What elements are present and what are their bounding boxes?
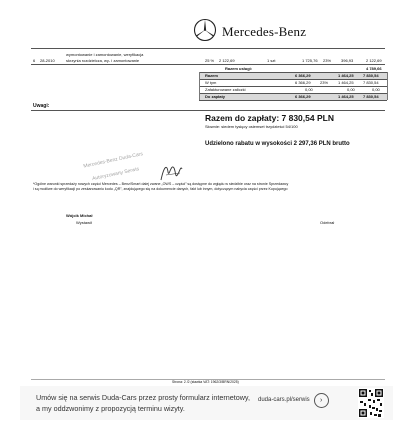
rabat-info: Udzielono rabatu w wysokości 2 297,36 PLN brutto [205, 141, 350, 147]
promo-url: duda-cars.pl/serwis [258, 397, 310, 403]
do-zaplaty-net: 6 366,29 [295, 94, 311, 99]
item-unit-price: 2 122,69 [219, 58, 235, 63]
item-desc-line1: wymontowanie i zamontowanie, weryfikacja [66, 52, 144, 57]
slownie: Słownie: siedem tysięcy osiemset trzydzieści 54/100 [205, 124, 298, 129]
w-tym-rate: 23% [320, 80, 329, 85]
item-row-no: 6 [33, 58, 36, 63]
uwagi-label: Uwagi: [33, 103, 50, 109]
razem-uslugi-label: Razem usługi: [225, 66, 253, 71]
promo-line1: Umów się na serwis Duda-Cars przez prosty formularz internetowy, [36, 393, 250, 402]
qr-code-icon[interactable] [358, 388, 384, 418]
issuer-name: Wójcik Michał [66, 213, 93, 218]
promo-url-link[interactable] [258, 394, 329, 406]
item-code: 28-2010 [40, 58, 55, 63]
w-tym-net: 6 366,29 [295, 80, 311, 85]
do-zaplaty-gross: 7 830,54 [363, 94, 379, 99]
item-vat-rate: 23% [323, 58, 332, 63]
item-net: 1 725,76 [302, 58, 318, 63]
item-desc-line2: skrzynia rozdzielcza, wy- i zamontowanie [66, 58, 140, 63]
item-discount: 25 % [205, 58, 215, 63]
razem-net: 6 366,29 [295, 73, 311, 78]
arrow-right-icon: › [314, 393, 329, 408]
stamp-line1: Mercedes-Benz Duda-Cars [82, 151, 144, 170]
w-tym-gross: 7 830,54 [363, 80, 379, 85]
issuer-role: Wystawił [76, 220, 92, 225]
zaliczki-net: 0,00 [305, 87, 313, 92]
razem-uslugi-value: 4 789,66 [366, 66, 382, 71]
mercedes-star-icon [193, 18, 217, 42]
recipient-role: Odebrał [320, 220, 335, 225]
razem-do-zaplaty: Razem do zapłaty: 7 830,54 PLN [205, 113, 334, 123]
brand-logo [193, 18, 217, 42]
item-gross: 2 122,69 [366, 58, 382, 63]
razem-label: Razem [205, 73, 218, 78]
item-qty: 1 szt [267, 58, 276, 63]
brand-name: Mercedes-Benz [222, 24, 307, 39]
item-vat: 396,93 [341, 58, 354, 63]
do-zaplaty-label: Do zapłaty [205, 94, 226, 99]
page-info: Strona: 2 /2 (stawka VAT: 1962/3/BRN/2025) [172, 380, 239, 384]
w-tym-label: W tym [205, 80, 217, 85]
promo-banner [20, 386, 393, 420]
company-stamp [83, 148, 169, 200]
footnote-line1: *Ogólne warunki sprzedaży nowych części Mercedes – Benz/Smart dalej zwane „OWS – części” są dostępne do wglądu w siedzibie oraz na stronie Sprzedawcy [33, 182, 289, 186]
w-tym-vat: 1 464,25 [338, 80, 354, 85]
razem-vat: 1 464,25 [338, 73, 354, 78]
stamp-line2: Autoryzowany Serwis [91, 166, 140, 183]
zaliczki-vat: 0,00 [347, 87, 355, 92]
promo-line2: a my oddzwonimy z propozycją terminu wizyty. [36, 404, 185, 413]
razem-gross: 7 830,54 [363, 73, 379, 78]
zaliczki-label: Zafakturowane zaliczki [205, 87, 246, 92]
footnote-line2: i są możliwe do weryfikacji po zeskanowaniu kodu „QR”, znajdującego się na dokumencie danych, fakt lub innym, dotyczącym nabycia części przez Kupującego [33, 187, 288, 191]
do-zaplaty-vat: 1 464,25 [338, 94, 354, 99]
zaliczki-gross: 0,00 [372, 87, 380, 92]
